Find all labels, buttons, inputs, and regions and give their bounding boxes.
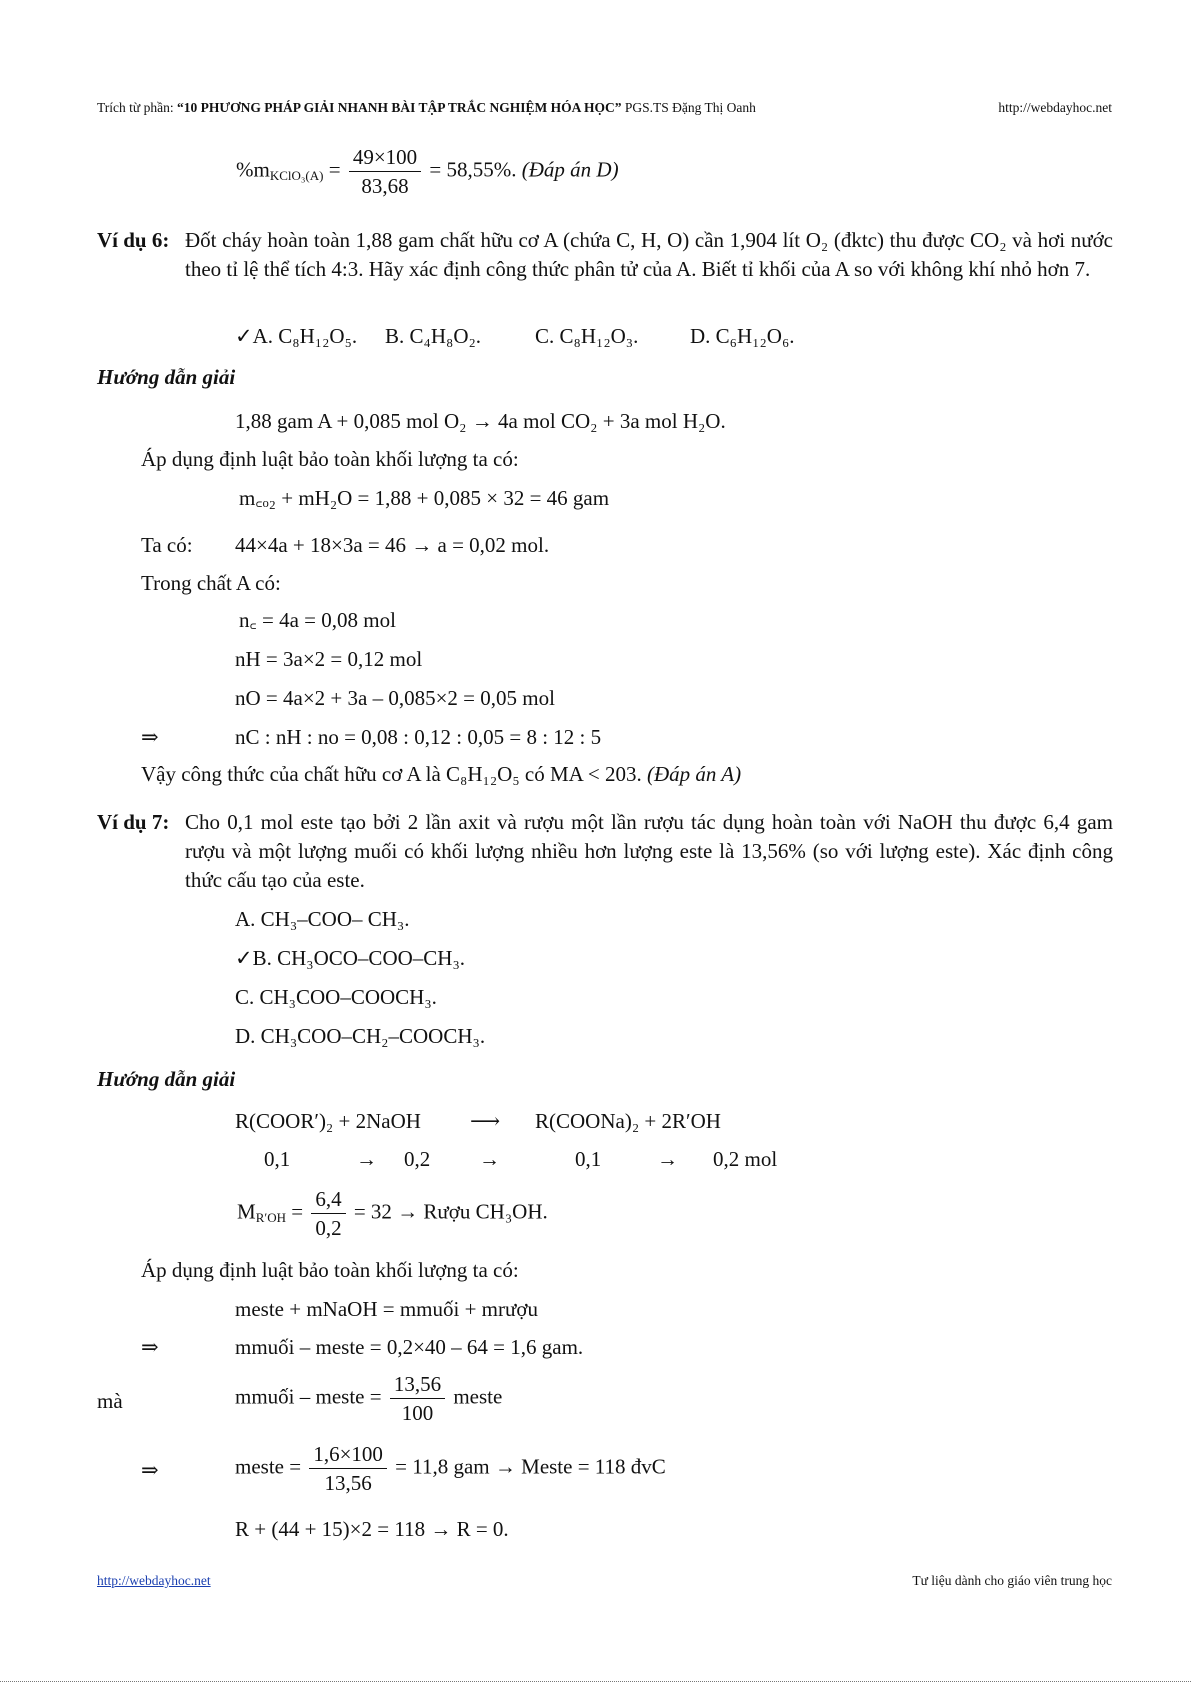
- ex6-taco-label: Ta có:: [141, 533, 193, 557]
- header-website: http://webdayhoc.net: [998, 100, 1112, 115]
- ex6-option-b: B. C₄H₈O₂.: [385, 324, 482, 348]
- ex7-option-d: D. CH₃COO–CH₂–COOCH₃.: [235, 1024, 486, 1048]
- ex7-option-c: C. CH₃COO–COOCH₃.: [235, 985, 437, 1009]
- ex6-ratio: nC : nH : no = 0,08 : 0,12 : 0,05 = 8 : 12 : 5: [235, 725, 602, 749]
- ex6-answer: (Đáp án A): [647, 762, 742, 786]
- ex7-implies-arrow-1: ⇒: [141, 1335, 159, 1359]
- page-header: [97, 100, 756, 116]
- ex7-reaction-left: R(COOR′)₂ + 2NaOH: [235, 1109, 421, 1133]
- ex6-mass-sum: m꜀ₒ₂ + mH₂O = 1,88 + 0,085 × 32 = 46 gam: [239, 486, 610, 510]
- ex6-question: Đốt cháy hoàn toàn 1,88 gam chất hữu cơ A (chứa C, H, O) cần 1,904 lít O₂ (đktc) thu được CO₂ và hơi nước theo tỉ lệ thể tích 4:3. Hãy xác định công thức phân tử của A. Biết tỉ khối của A so với không khí nhỏ hơn 7.: [185, 228, 1113, 281]
- ex7-mass-diff: mmuối – meste = 0,2×40 – 64 = 1,6 gam.: [235, 1335, 584, 1359]
- ex6-option-d: D. C₆H₁₂O₆.: [690, 324, 795, 348]
- header-prefix: Trích từ phần:: [97, 100, 177, 115]
- ex5-result-formula: $\%m_{KClO_3(A)}$ = $\frac{49\times 100}{83,68}$ = 58,55%. (Đáp án D): [236, 145, 619, 198]
- ex6-apply-law: Áp dụng định luật bảo toàn khối lượng ta có:: [141, 447, 519, 471]
- ex6-nC: n꜀ = 4a = 0,08 mol: [239, 608, 396, 632]
- ex5-answer: (Đáp án D): [521, 157, 619, 182]
- ex6-solve-a: 44×4a + 18×3a = 46 → a = 0,02 mol.: [235, 533, 550, 557]
- ex7-mass-balance: meste + mNaOH = mmuối + mrượu: [235, 1297, 538, 1321]
- ex7-reaction-right: R(COONa)₂ + 2R′OH: [535, 1109, 721, 1133]
- footer-link[interactable]: http://webdayhoc.net: [97, 1573, 211, 1588]
- bottom-divider: [0, 1681, 1191, 1682]
- ex7-option-a: A. CH₃–COO– CH₃.: [235, 907, 410, 931]
- ex7-percent-fraction: $\frac{13,56}{100}$: [390, 1370, 445, 1427]
- ex6-option-c: C. C₈H₁₂O₃.: [535, 324, 639, 348]
- footer-note: Tư liệu dành cho giáo viên trung học: [912, 1573, 1112, 1588]
- ex6-guide-title: Hướng dẫn giải: [97, 365, 236, 389]
- ex7-apply-law: Áp dụng định luật bảo toàn khối lượng ta có:: [141, 1258, 519, 1282]
- ex7-reaction-arrow: ⟶: [470, 1109, 501, 1133]
- ex7-guide-title: Hướng dẫn giải: [97, 1067, 236, 1091]
- ex6-implies-arrow: ⇒: [141, 725, 159, 749]
- ex7-implies-arrow-2: ⇒: [141, 1458, 159, 1482]
- ex7-molar-fraction: $\frac{6,4}{0,2}$: [311, 1185, 345, 1242]
- ex7-label: Ví dụ 7:: [97, 810, 170, 834]
- ex7-option-b: ✓B. CH₃OCO–COO–CH₃.: [235, 946, 466, 970]
- ex7-final-R: R + (44 + 15)×2 = 118 → R = 0.: [235, 1517, 509, 1541]
- ex7-mol-arrow-2: →: [479, 1147, 500, 1171]
- ex7-ester-mass: meste = $\frac{1,6\times 100}{13,56}$ = 11,8 gam → Meste = 118 đvC: [235, 1442, 666, 1495]
- ex6-reaction: 1,88 gam A + 0,085 mol O₂ → 4a mol CO₂ + 3a mol H₂O.: [235, 409, 726, 433]
- ex7-mol-1: 0,1: [264, 1147, 291, 1171]
- header-author: PGS.TS Đặng Thị Oanh: [621, 100, 756, 115]
- ex7-mol-3: 0,1: [575, 1147, 602, 1171]
- ex7-ma-label: mà: [97, 1389, 123, 1413]
- ex6-in-A: Trong chất A có:: [141, 571, 281, 595]
- ex7-molar-mass: $M_{R'OH}$ = $\frac{6,4}{0,2}$ = 32 → Rượu CH₃OH.: [237, 1187, 548, 1240]
- ex7-percent-relation: mmuối – meste = $\frac{13,56}{100}$ meste: [235, 1372, 503, 1425]
- ex7-question: Cho 0,1 mol este tạo bởi 2 lần axit và rượu một lần rượu tác dụng hoàn toàn với NaOH thu được 6,4 gam rượu và một lượng muối có khối lượng nhiều hơn lượng este là 13,56% (so với lượng este). Xác định công thức cấu tạo của este.: [185, 810, 1113, 892]
- ex7-ester-fraction: $\frac{1,6\times 100}{13,56}$: [309, 1440, 387, 1497]
- ex7-mol-arrow-1: →: [356, 1147, 377, 1171]
- ex6-nO: nO = 4a×2 + 3a – 0,085×2 = 0,05 mol: [235, 686, 555, 710]
- ex7-mol-2: 0,2: [404, 1147, 431, 1171]
- ex7-mol-4: 0,2 mol: [713, 1147, 778, 1171]
- ex6-conclusion: Vậy công thức của chất hữu cơ A là C₈H₁₂O₅ có MA < 203. (Đáp án A): [141, 762, 742, 786]
- ex5-fraction: $\frac{49\times 100}{83,68}$: [349, 143, 421, 200]
- header-book-title: “10 PHƯƠNG PHÁP GIẢI NHANH BÀI TẬP TRẮC NGHIỆM HÓA HỌC”: [176, 100, 622, 115]
- ex7-mol-arrow-3: →: [657, 1147, 678, 1171]
- ex6-option-a: ✓A. C₈H₁₂O₅.: [235, 324, 358, 348]
- ex6-nH: nH = 3a×2 = 0,12 mol: [235, 647, 423, 671]
- ex6-label: Ví dụ 6:: [97, 228, 170, 252]
